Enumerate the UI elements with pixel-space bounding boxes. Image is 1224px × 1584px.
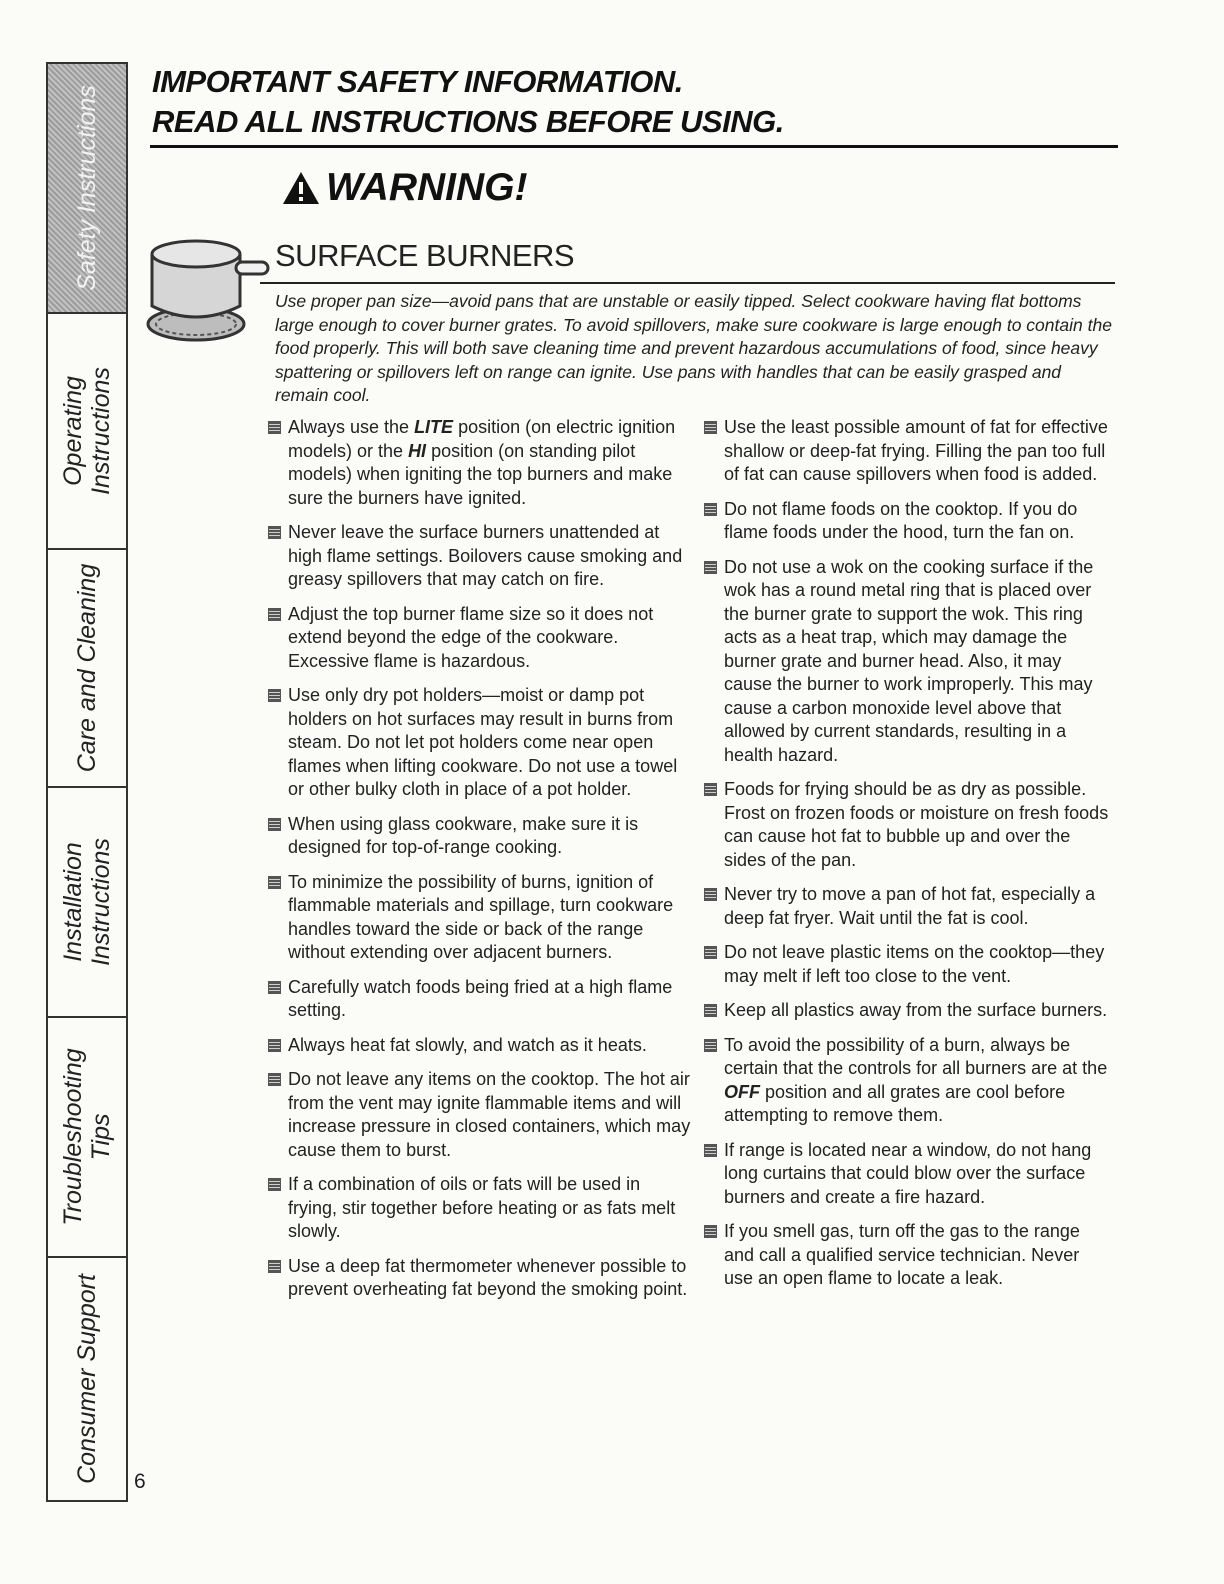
list-item: To avoid the possibility of a burn, always be certain that the controls for all burners are at the OFF position and all grates are cool before attempting to remove them. (702, 1034, 1112, 1128)
side-tab-label: Safety Instructions (73, 85, 101, 291)
side-tab-consumer-support[interactable] (46, 1256, 126, 1502)
side-tab-safety-instructions[interactable] (46, 62, 126, 312)
side-tab-label: Care and Cleaning (73, 563, 101, 773)
side-tab-label: Instructions (87, 367, 115, 495)
list-item: To minimize the possibility of burns, ignition of flammable materials and spillage, turn cookware handles toward the side or back of the range without extending over adjacent burners. (266, 871, 691, 965)
bullet-icon (704, 888, 717, 901)
bullet-icon (704, 1039, 717, 1052)
list-item: Use a deep fat thermometer whenever possible to prevent overheating fat beyond the smoking point. (266, 1255, 691, 1302)
list-item: Carefully watch foods being fried at a high flame setting. (266, 976, 691, 1023)
bullet-icon (704, 1144, 717, 1157)
header-divider (150, 145, 1118, 148)
section-title: SURFACE BURNERS (275, 238, 575, 273)
warning-triangle-icon (282, 171, 320, 205)
side-tab-label: Installation (59, 842, 87, 962)
right-bullet-list (702, 416, 1112, 1302)
page-header (152, 62, 784, 142)
section-intro: Use proper pan size—avoid pans that are unstable or easily tipped. Select cookware having flat bottoms large enough to cover burner grates. To avoid spillovers, make sure cookware is large enough to contain the food properly. This will both save cleaning time and prevent hazardous accumulations of food, since heavy spattering or spillovers left on range can ignite. Use pans with handles that can be easily grasped and remain cool. (275, 291, 1112, 405)
bullet-icon (268, 876, 281, 889)
list-item: Foods for frying should be as dry as possible. Frost on frozen foods or moisture on fresh foods can cause hot fat to bubble up and over the sides of the pan. (702, 778, 1112, 872)
list-item: When using glass cookware, make sure it is designed for top-of-range cooking. (266, 813, 691, 860)
bullet-icon (268, 608, 281, 621)
list-item: If you smell gas, turn off the gas to the range and call a qualified service technician. Never use an open flame to locate a leak. (702, 1220, 1112, 1291)
list-item: Do not leave plastic items on the cooktop—they may melt if left too close to the vent. (702, 941, 1112, 988)
pot-icon (144, 232, 274, 350)
bullet-icon (704, 503, 717, 516)
list-item: Never leave the surface burners unattended at high flame settings. Boilovers cause smoking and greasy spillovers that may catch on fire. (266, 521, 691, 592)
list-item: If a combination of oils or fats will be used in frying, stir together before heating or as fats melt slowly. (266, 1173, 691, 1244)
list-item: Always heat fat slowly, and watch as it heats. (266, 1034, 691, 1058)
list-item: Keep all plastics away from the surface burners. (702, 999, 1112, 1023)
list-item: Adjust the top burner flame size so it does not extend beyond the edge of the cookware. Excessive flame is hazardous. (266, 603, 691, 674)
side-tab-operating-instructions[interactable] (46, 312, 126, 548)
side-tab-installation-instructions[interactable] (46, 786, 126, 1016)
bullet-icon (268, 1260, 281, 1273)
bullet-icon (268, 421, 281, 434)
side-tab-label: Instructions (87, 838, 115, 966)
list-item: If range is located near a window, do not hang long curtains that could blow over the surface burners and create a fire hazard. (702, 1139, 1112, 1210)
bullet-icon (704, 946, 717, 959)
side-tabs (46, 62, 128, 1502)
side-tab-label: Tips (87, 1113, 115, 1161)
bullet-icon (268, 981, 281, 994)
bullet-icon (704, 1225, 717, 1238)
list-item: Always use the LITE position (on electric ignition models) or the HI position (on standing pilot models) when igniting the top burners and make sure the burners have ignited. (266, 416, 691, 510)
warning-heading (282, 166, 527, 210)
list-item: Use the least possible amount of fat for effective shallow or deep-fat frying. Filling the pan too full of fat can cause spillovers when food is added. (702, 416, 1112, 487)
bullet-icon (268, 1039, 281, 1052)
bullet-icon (268, 526, 281, 539)
list-item: Do not use a wok on the cooking surface if the wok has a round metal ring that is placed over the burner grate to support the wok. This ring acts as a heat trap, which may damage the burner grate and burner head. Also, it may cause the burner to work improperly. This may cause a carbon monoxide level above that allowed by current standards, resulting in a health hazard. (702, 556, 1112, 768)
list-item: Use only dry pot holders—moist or damp pot holders on hot surfaces may result in burns from steam. Do not let pot holders come near open flames when lifting cookware. Do not use a towel or other bulky cloth in place of a pot holder. (266, 684, 691, 802)
side-tab-label: Operating (59, 376, 87, 486)
list-item: Do not leave any items on the cooktop. The hot air from the vent may ignite flammable items and will increase pressure in closed containers, which may cause them to burst. (266, 1068, 691, 1162)
warning-label: WARNING! (326, 166, 528, 209)
bullet-icon (268, 689, 281, 702)
bullet-icon (268, 1178, 281, 1191)
bullet-icon (704, 421, 717, 434)
header-line-1: IMPORTANT SAFETY INFORMATION. (152, 64, 683, 99)
side-tab-label: Consumer Support (73, 1274, 101, 1484)
header-line-2: READ ALL INSTRUCTIONS BEFORE USING. (152, 104, 784, 139)
side-tab-label: Troubleshooting (59, 1048, 87, 1226)
section-divider (260, 282, 1115, 284)
bullet-icon (704, 561, 717, 574)
bullet-icon (704, 1004, 717, 1017)
left-bullet-list (266, 416, 691, 1313)
bullet-icon (704, 783, 717, 796)
page-number: 6 (134, 1470, 146, 1493)
bullet-icon (268, 818, 281, 831)
list-item: Do not flame foods on the cooktop. If you do flame foods under the hood, turn the fan on. (702, 498, 1112, 545)
list-item: Never try to move a pan of hot fat, especially a deep fat fryer. Wait until the fat is cool. (702, 883, 1112, 930)
bullet-icon (268, 1073, 281, 1086)
side-tab-care-and-cleaning[interactable] (46, 548, 126, 786)
side-tab-troubleshooting-tips[interactable] (46, 1016, 126, 1256)
